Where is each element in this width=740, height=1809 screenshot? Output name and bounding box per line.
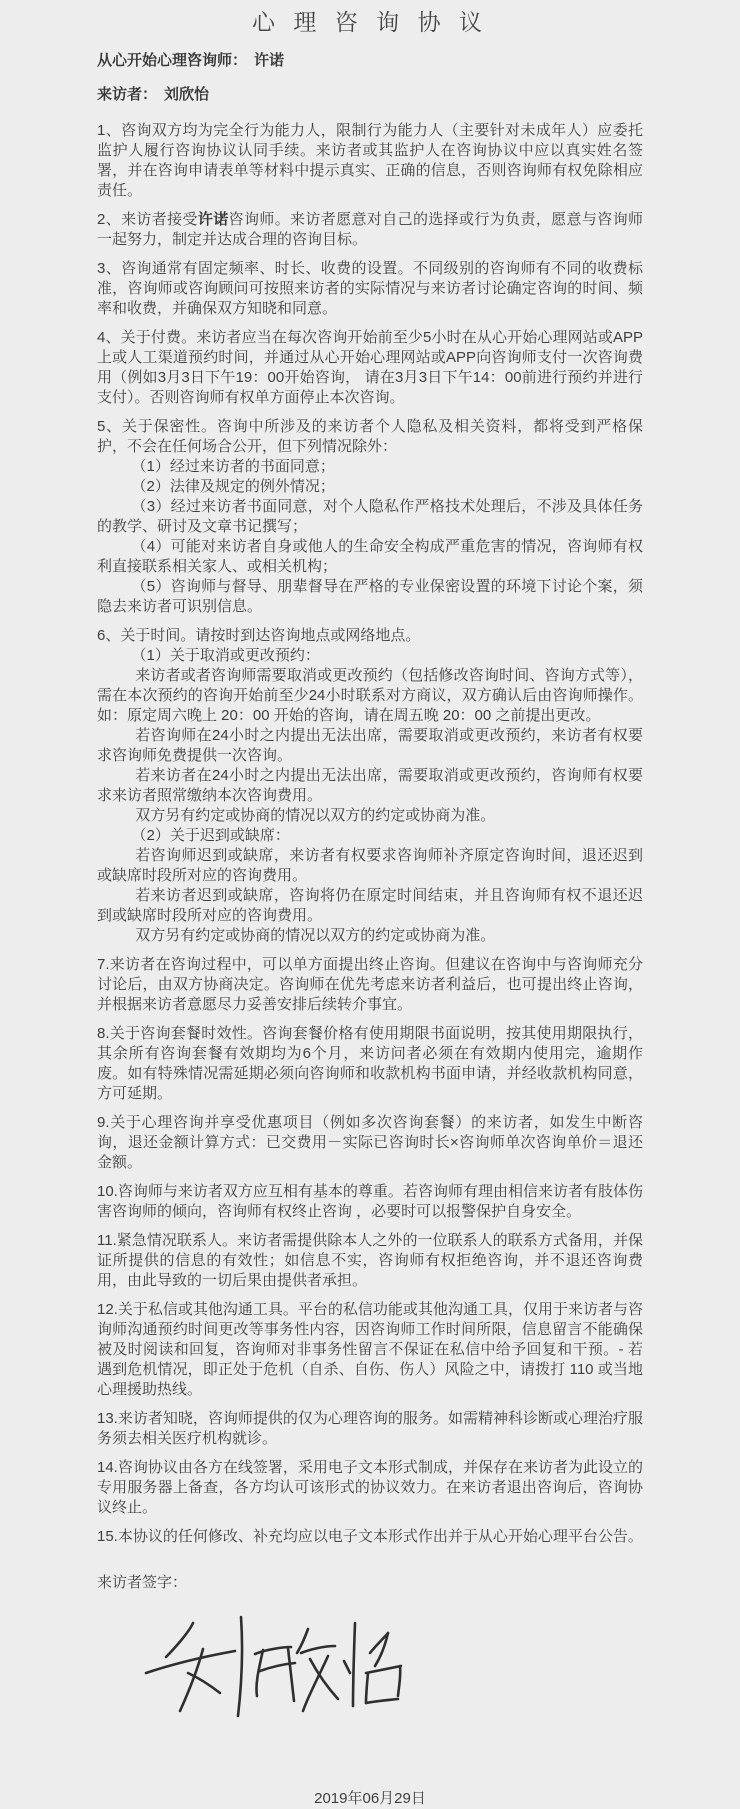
clause-11 — [97, 1231, 643, 1291]
clause-8 — [97, 1024, 643, 1104]
clauses — [97, 121, 643, 1547]
clause-9 — [97, 1113, 643, 1173]
clause-12 — [97, 1300, 643, 1400]
clause-text-block: 1、咨询双方均为完全行为能力人，限制行为能力人（主要针对未成年人）应委托监护人履行咨询协议认同手续。来访者或其监护人在咨询协议中应以真实姓名签署，并在咨询申请表单等材料中提示真实、正确的信息，否则咨询师有权免除相应责任。 — [97, 122, 643, 199]
clause-text-block: 若来访者迟到或缺席，咨询将仍在原定时间结束，并且咨询师有权不退还迟到或缺席时段所对应的咨询费用。 — [97, 887, 643, 924]
signature-label: 来访者签字： — [97, 1574, 188, 1591]
counselor-name: 许诺 — [254, 52, 285, 69]
clause-text-block: （5）咨询师与督导、朋辈督导在严格的专业保密设置的环境下讨论个案，须隐去来访者可识别信息。 — [97, 578, 643, 615]
clause-text-block: 5、关于保密性。咨询中所涉及的来访者个人隐私及相关资料，都将受到严格保护，不会在任何场合公开，但下列情况除外： — [97, 418, 643, 455]
clause-text-block: （2）法律及规定的例外情况； — [131, 478, 335, 495]
clause-text-block: 13.来访者知晓，咨询师提供的仅为心理咨询的服务。如需精神科诊断或心理治疗服务须去相关医疗机构就诊。 — [97, 1410, 643, 1447]
client-label: 来访者： — [97, 86, 158, 103]
client-line — [97, 85, 643, 105]
clause-5 — [97, 417, 643, 617]
counselor-label: 从心开始心理咨询师： — [97, 52, 248, 69]
clause-4 — [97, 328, 643, 408]
clause-text-block: 10.咨询师与来访者双方应互相有基本的尊重。若咨询师有理由相信来访者有肢体伤害咨询师的倾向，咨询师有权终止咨询 ，必要时可以报警保护自身安全。 — [97, 1183, 643, 1220]
clause-text-block: （1）关于取消或更改预约： — [131, 647, 320, 664]
clause-text-block: （4）可能对来访者自身或他人的生命安全构成严重危害的情况，咨询师有权利直接联系相关家人、或相关机构； — [97, 538, 643, 575]
clause-text-block: （2）关于迟到或缺席： — [131, 827, 290, 844]
clause-15 — [97, 1527, 643, 1547]
clause-3 — [97, 259, 643, 319]
clause-6 — [97, 626, 643, 946]
clause-text-block: 来访者或者咨询师需要取消或更改预约（包括修改咨询时间、咨询方式等），需在本次预约的咨询开始前至少24小时联系对方商议，双方确认后由咨询师操作。如：原定周六晚上 20：00 开始的咨询，请在周五晚 20：00 之前提出更改。 — [97, 667, 643, 724]
clause-7 — [97, 955, 643, 1015]
clause-text-block: 若咨询师在24小时之内提出无法出席，需要取消或更改预约，来访者有权要求咨询师免费提供一次咨询。 — [97, 727, 643, 764]
clause-text-block: （3）经过来访者书面同意，对个人隐私作严格技术处理后，不涉及具体任务的教学、研讨及文章书记撰写； — [97, 498, 643, 535]
handwritten-signature-svg — [143, 1615, 415, 1721]
client-name: 刘欣怡 — [164, 86, 210, 103]
counselor-line — [97, 51, 643, 71]
clause-10 — [97, 1182, 643, 1222]
clause-text-block: 8.关于咨询套餐时效性。咨询套餐价格有使用期限书面说明，按其使用期限执行，其余所有咨询套餐有效期均为6个月，来访问者必须在有效期内使用完，逾期作废。如有特殊情况需延期必须向咨询师和收款机构书面申请，并经收款机构同意，方可延期。 — [97, 1025, 643, 1102]
clause-text-block: （1）经过来访者的书面同意； — [131, 458, 335, 475]
clause-text-block: 9.关于心理咨询并享受优惠项目（例如多次咨询套餐）的来访者，如发生中断咨询，退还金额计算方式：已交费用－实际已咨询时长×咨询师单次咨询单价＝退还金额。 — [97, 1114, 643, 1171]
clause-text-block: 3、咨询通常有固定频率、时长、收费的设置。不同级别的咨询师有不同的收费标准，咨询师或咨询顾问可按照来访者的实际情况与来访者讨论确定咨询的时间、频率和收费，并确保双方知晓和同意。 — [97, 260, 643, 317]
clause-text-block: 若来访者在24小时之内提出无法出席，需要取消或更改预约，咨询师有权要求来访者照常缴纳本次咨询费用。 — [97, 767, 643, 804]
clause-text-block: 双方另有约定或协商的情况以双方的约定或协商为准。 — [135, 807, 496, 824]
clause-text-block: 11.紧急情况联系人。来访者需提供除本人之外的一位联系人的联系方式备用，并保证所提供的信息的有效性；如信息不实，咨询师有权拒绝咨询，并不退还咨询费用，由此导致的一切后果由提供者承担。 — [97, 1232, 643, 1289]
clause-text-block: 若咨询师迟到或缺席，来访者有权要求咨询师补齐原定咨询时间，退还迟到或缺席时段所对应的咨询费用。 — [97, 847, 643, 884]
clause-text-block: 12.关于私信或其他沟通工具。平台的私信功能或其他沟通工具，仅用于来访者与咨询师沟通预约时间更改等事务性内容，因咨询师工作时间所限，信息留言不能确保被及时阅读和回复，咨询师对非事务性留言不保证在私信中给予回复和干预。- 若遇到危机情况，即正处于危机（自杀、自伤、伤人）风险之中，请拨打 110 或当地心理援助热线。 — [97, 1301, 643, 1398]
signing-date: 2019年06月29日 — [314, 1790, 426, 1807]
clause-text-block: 15.本协议的任何修改、补充均应以电子文本形式作出并于从心开始心理平台公告。 — [97, 1528, 643, 1545]
page-title: 心 理 咨 询 协 议 — [252, 9, 488, 35]
clause-14 — [97, 1458, 643, 1518]
clause-text-block: 14.咨询协议由各方在线签署，采用电子文本形式制成，并保存在来访者为此设立的专用服务器上备查，各方均认可该形式的协议效力。在来访者退出咨询后，咨询协议终止。 — [97, 1459, 643, 1516]
clause-text-block: 7.来访者在咨询过程中，可以单方面提出终止咨询。但建议在咨询中与咨询师充分讨论后，由双方协商决定。咨询师在优先考虑来访者利益后，也可提出终止咨询，并根据来访者意愿尽力妥善安排后续转介事宜。 — [97, 956, 643, 1013]
clause-text-block: 双方另有约定或协商的情况以双方的约定或协商为准。 — [135, 927, 496, 944]
clause-text-block: 2、来访者接受许诺咨询师。来访者愿意对自己的选择或行为负责，愿意与咨询师一起努力，制定并达成合理的咨询目标。 — [97, 211, 643, 248]
clause-13 — [97, 1409, 643, 1449]
clause-1 — [97, 121, 643, 201]
clause-text-block: 4、关于付费。来访者应当在每次咨询开始前至少5小时在从心开始心理网站或APP上或人工渠道预约时间，并通过从心开始心理网站或APP向咨询师支付一次咨询费用（例如3月3日下午19：00开始咨询， 请在3月3日下午14：00前进行预约并进行支付）。否则咨询师有权单方面停止本次咨询。 — [97, 329, 643, 406]
clause-text-block: 6、关于时间。请按时到达咨询地点或网络地点。 — [97, 627, 421, 644]
client-signature-image — [143, 1615, 643, 1723]
agreement-document — [97, 0, 643, 1809]
clause-2 — [97, 210, 643, 250]
